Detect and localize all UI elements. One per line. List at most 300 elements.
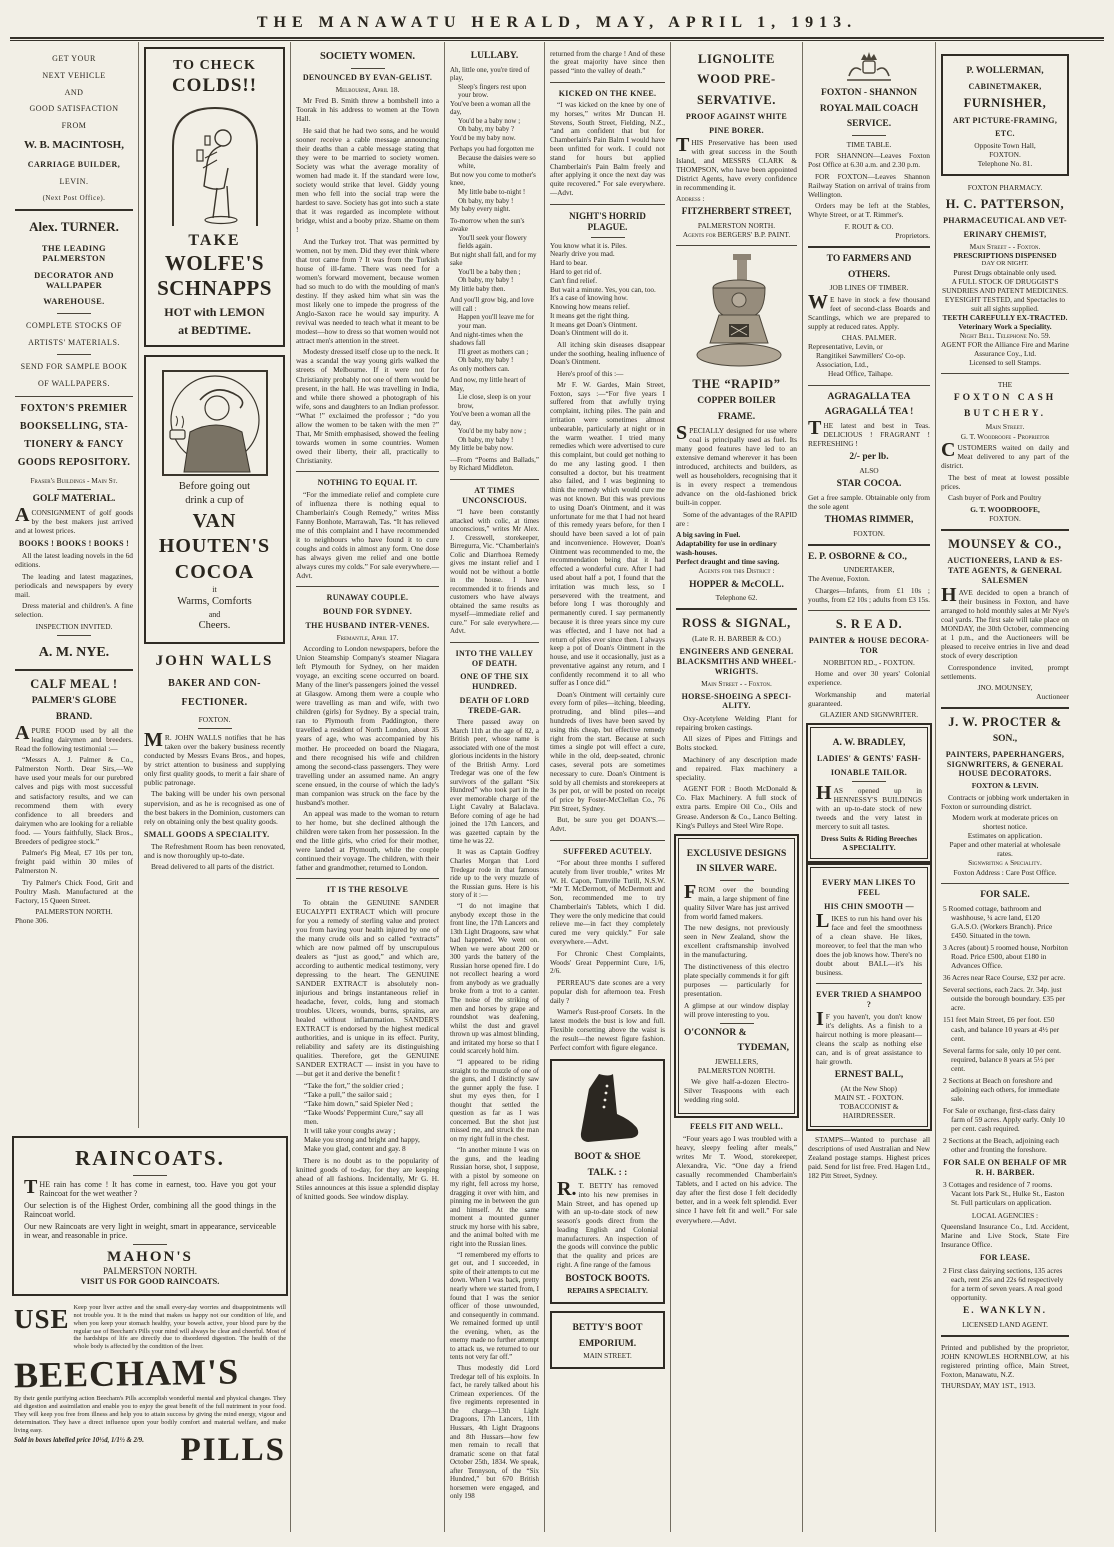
ad-line: PHARMACEUTICAL AND VET- — [943, 216, 1067, 226]
article-paragraph: Thus modestly did Lord Tredegar tell of his exploits. In fact, he rarely talked about his Crimean experiences. Of the five regiments represented in the charge—13th Light Dragoons, 17th Lancers, 11th Hussars, 4th Light Dragoons and 8th Hussars—how few men remain to recall that dramatic scene on that fatal October 25th, 1834. We speak, after Tennyson, of the “Six Hundred,” but 670 British horsemen were engaged, and only 198 — [450, 1364, 539, 1501]
poem-line: My little be baby now. — [450, 444, 514, 453]
ad-line: Representative, Levin, or — [808, 342, 883, 352]
ad-line: DECORATOR AND WALLPAPER — [34, 269, 114, 291]
ad-headline: HIS CHIN SMOOTH — — [824, 901, 914, 911]
advertiser-name: TYDEMAN, — [737, 1043, 789, 1054]
ad-line: PALMERSTON NORTH. — [697, 1065, 776, 1075]
article-headline: AT TIMES UNCONSCIOUS. — [462, 486, 527, 505]
ad-line: Main Street - - Foxton. — [701, 678, 772, 688]
poem-line: Ah, little one, you're tired of play, — [450, 65, 530, 83]
ad-paragraph: APURE FOOD used by all the leading dairymen and breeders. Read the following testimonial :— — [15, 721, 133, 753]
ad-line: INSPECTION INVITED. — [35, 621, 113, 631]
ad-line: TO CHECK — [173, 58, 256, 73]
ad-paragraph: Correspondence invited, prompt settlements. — [941, 662, 1069, 681]
poem-line: You'll be a baby then ; — [458, 267, 521, 276]
ad-headline: EVER TRIED A SHAMPOO ? — [816, 990, 922, 1009]
ad-paragraph: R.T. BETTY has removed into his new premises in Main Street, and has opened up with an up-to-date stock of new season's goods direct from the leading English and Colonial manufacturers. An inspection of the goods will convince the public that the quality and prices are right. A fine range of the famous — [557, 1178, 658, 1270]
ad-line: PALMERSTON NORTH. — [103, 1266, 197, 1276]
ad-headline: NIGHT'S HORRID PLAGUE. — [569, 210, 646, 232]
classified-listing: Several sections, each 2acs. 2r. 34p. just outside the borough boundary. £35 per acre. — [943, 985, 1066, 1013]
article-paragraph: “I appeared to be riding straight to the muzzle of one of the guns, and I distinctly saw the gunner apply the fuse. I shut my eyes then, for I thought that settled the question as far as I was concerned. But the shot just missed me, and struck the man on my right full in the chest. — [450, 1058, 539, 1143]
article-subheadline: DEATH OF LORD TREDE-GAR. — [459, 695, 530, 715]
divider — [720, 880, 754, 881]
divider — [15, 396, 133, 397]
advertiser-name: ROSS & SIGNAL, — [682, 616, 791, 631]
article-paragraph: An appeal was made to the woman to return to her home, but she declined although the children were taken from her possession. In the end the little girls, who cried for their mother, were landed at Plymouth, while the couple continued their voyage. The children, with their father and grandmother, returned to London. — [296, 809, 439, 873]
advertiser-name: P. WOLLERMAN, — [966, 66, 1044, 76]
classified-listing: Queensland Insurance Co., Ltd. Accident, Marine and Live Stock, State Fire Insurance Office. — [941, 1222, 1069, 1250]
article-paragraph: Modesty dressed itself close up to the neck. It was a scandal the way young girls walked the streets of Melbourne. If it were not for Christianity probably not one of them would be present, in the hall. He was travelling in India, and while there showed a photograph of his wife, sons and daughters to an Indian professor. “What !” exclaimed the professor ; “do you allow the women to be taken with the men ?” That, Mr Smith emphasised, showed the feeling towards women in some countries. Women owed their liberty, their all, practically to Christianity. — [296, 347, 439, 465]
column-1 — [10, 42, 138, 1128]
article-headline: INTO THE VALLEY OF DEATH. — [455, 648, 534, 668]
ad-line: Rangitikei Sawmillers' Co-op. — [816, 351, 906, 361]
ad-paragraph: All the latest leading novels in the 6d editions. — [15, 551, 133, 570]
ad-line: TEETH CAREFULLY EX-TRACTED. — [942, 313, 1068, 323]
article-subheadline: BOUND FOR SYDNEY. — [322, 607, 413, 617]
divider — [15, 669, 133, 671]
ad-line: Head Office, Taihape. — [828, 369, 893, 379]
ad-paragraph: Get a free sample. Obtainable only from the sole agent — [808, 492, 930, 511]
bradley-tailor-ad — [810, 727, 928, 859]
ad-word-use: USE — [14, 1304, 70, 1334]
brand-name: SCHNAPPS — [157, 276, 272, 301]
ad-line: Address : — [676, 194, 705, 204]
ad-headline: EXCLUSIVE DESIGNS — [686, 848, 787, 859]
ad-headline: ROYAL MAIL COACH — [819, 103, 919, 114]
classified-listing: 3 Cottages and residence of 7 rooms. Vacant lots Park St., Hulke St., Easton St. Full particulars on application. — [943, 1180, 1065, 1208]
advertiser-name: Alex. TURNER. — [29, 219, 119, 235]
ad-line: Paper and other material at wholesale rates. — [949, 840, 1061, 859]
ad-paragraph: But, be sure you get DOAN'S.—Advt. — [550, 816, 665, 833]
divider — [852, 135, 886, 136]
advertiser-name: MOUNSEY & CO., — [948, 536, 1062, 551]
ad-paragraph: All sizes of Pipes and Fittings and Bolts stocked. — [676, 734, 797, 753]
left-zone — [10, 42, 290, 1532]
ad-line: HORSE-SHOEING A SPECI-ALITY. — [681, 691, 792, 711]
ad-paragraph: The distinctiveness of this electro plate specially commends it for gift purposes — particularly for presentation. — [684, 961, 789, 999]
brand-name: COCOA — [174, 560, 255, 583]
poem-line: You've been a woman all the day, — [450, 410, 531, 427]
brand-name: HOUTEN'S — [158, 535, 271, 558]
poem-line: My little baby then. — [450, 284, 506, 293]
divider — [296, 586, 439, 587]
article-paragraph: Mr Fred B. Smith threw a bombshell into a Toorak in his address to women at the Town Hall. — [296, 96, 439, 124]
ad-paragraph: Mr F. W. Gardes, Main Street, Foxton, says :—“For five years I suffered from that awfully trying complaint, itching piles. The pain and irritation were sometimes almost unbearable, particularly at night or in the warm weather. I tried many remedies which were advertised to cure this complaint, but could get nothing to do me any lasting good. I then consulted a doctor, but his treatment also failed, and I was beginning to think the remedy which would cure me was not known. But this was previous to using Doan's Ointment, and it was unfortunate for me that I had not heard of this remedy years before, for then I should have been saved a lot of pain and inconvenience. However, Doan's Ointment was recommended to me, the recommendation being that it had effected a wonderful cure. After I had used about half a pot, I found that the irritation was much less, so I persevered with the treatment, and before long I was thoroughly and permanently cured. I say permanently because it is three years since my cure was effected, and I have not had a return of piles ever since then. I always keep a pot of Doan's Ointment in the house, and use it occasionally, just as a preventative against any return, and I confidently recommend it to all who suffer as I once did.” — [550, 380, 665, 688]
ad-bullet: A big saving in Fuel. — [676, 530, 741, 540]
poem-line: Sleep's fingers rest upon your brow. — [458, 82, 527, 100]
copper-boiler-illustration — [676, 252, 797, 372]
ad-paragraph: LIKES to run his hand over his face and feel the smoothness of a clean shave. He likes, moreover, to feel that the man who does the job knows how. There's no doubt about BALL—it's his business. — [816, 909, 922, 977]
betty-boot-ad — [550, 1059, 665, 1304]
ad-paragraph: Charges—Infants, from £1 10s ; youths, from £2 10s ; adults from £3 15s. — [808, 585, 930, 604]
ad-paragraph: FOR SHANNON—Leaves Foxton Post Office at 6.30 a.m. and 2.30 p.m. — [808, 151, 930, 170]
beechams-pills-ad — [10, 1302, 290, 1471]
ad-heading: GOLF MATERIAL. — [32, 493, 116, 504]
ad-line: Agents for this District : — [698, 566, 775, 576]
poem-credit: —From “Poems and Ballads,” by Richard Middleton. — [450, 455, 539, 473]
cocoa-woman-illustration — [150, 368, 279, 478]
ad-line: FITZHERBERT STREET, — [681, 207, 792, 218]
classified-listing: 151 feet Main Street, £6 per foot. £50 cash, and balance 10 years at 4½ per cent. — [943, 1015, 1060, 1043]
poem-line: But night shall fall, and for my sake — [450, 250, 537, 268]
poem-line: You'd be a baby now ; — [458, 116, 521, 125]
ad-line: FOXTON. — [989, 513, 1021, 523]
ad-paragraph: THE latest and best in Teas. DELICIOUS ! FRAGRANT ! REFRESHING ! — [808, 417, 930, 449]
brand-name: BEECHAM'S — [13, 1351, 240, 1396]
ad-line: ARTISTS' MATERIALS. — [28, 337, 120, 347]
ad-paragraph: Doan's Ointment will certainly cure every form of piles—itching, bleeding, protruding, and blind piles—and hundreds of lives have been saved by using this cheap, but effective remedy right from the start. Because at such times a single pot will effect a cure, while in the old, deep-seated, chronic cases, several pots are sometimes necessary to cure. Doan's Ointment is sold by all chemists and storekeepers at 3s per pot, or will be posted on receipt of price by Foster-McClellan Co., 76 Pitt Street, Sydney. — [550, 690, 665, 813]
advertiser-name: EMPORIUM. — [578, 1338, 637, 1349]
ad-headline: COPPER BOILER — [697, 396, 776, 407]
verse-line: “Take him down,” said Spieler Ned ; — [304, 1098, 413, 1108]
advertiser-name: ERNEST BALL, — [834, 1070, 904, 1081]
divider — [720, 1023, 754, 1024]
article-paragraph: “Four years ago I was troubled with a heavy, sleepy feeling after meals,” writes Mr T. Wood, storekeeper, Alexandra, Vic. “One day a friend casually recommended Chamberlain's Tablets, and I acted on his advice. The day after the first dose I felt decidedly better, and in a week felt splendid. Ever since I have felt fit and well.” For sale everywhere.—Advt. — [676, 1134, 797, 1225]
ad-line: PRESCRIPTIONS DISPENSED — [953, 250, 1057, 260]
ad-paragraph: AGENT FOR : Booth McDonald & Co. Flax Machinery. A full stock of extra parts. Empire Oil Co., Oils and Grease. Anderson & Co., Lanco Belting. King's Pulleys and Steel Wire Rope. — [676, 784, 797, 830]
ad-line: ALSO — [859, 465, 879, 475]
ad-line: it — [212, 585, 217, 594]
ad-line: ERINARY CHEMIST, — [963, 230, 1047, 240]
ad-paragraph: CUSTOMERS waited on daily and Meat delivered to any part of the district. — [941, 439, 1069, 471]
ad-line: BOOKSELLING, STA- — [19, 421, 129, 433]
article-paragraph: “For about three months I suffered acutely from liver trouble,” writes Mr W. H. Capon, Tumville Turill, N.S.W. “Mr T. McDermott, of McDermott and Son, recommended me to try Chamberlain's Tablets, which I did. They were the only medicine that could relieve me—in fact they completely cured me very quickly.” For sale everywhere.—Advt. — [550, 858, 665, 946]
divider — [351, 68, 385, 69]
ad-paragraph: Try Palmer's Chick Food, Grit and Poultry Mash. Manufactured at the Factory, 15 Queen Street. — [15, 877, 133, 905]
ad-paragraph: Our selection is of the Highest Order, combining all the good things in the Raincoat world. — [24, 1201, 276, 1219]
advertiser-name: JNO. MOUNSEY, — [977, 683, 1033, 693]
ad-line: Nearly drive you mad. — [550, 250, 615, 259]
brand-name: STAR COCOA. — [836, 478, 902, 489]
ad-line: LADIES' & GENTS' FASH- — [816, 753, 922, 763]
divider — [808, 610, 930, 611]
divider — [198, 728, 232, 729]
ad-heading: IT IS THE RESOLVE — [326, 885, 409, 895]
classified-heading: FOR SALE. — [980, 889, 1030, 900]
ad-heading: CALF MEAL ! — [30, 676, 118, 691]
ad-line: NORBITON RD., - FOXTON. — [823, 657, 915, 667]
ad-line: IONABLE TAILOR. — [830, 767, 908, 777]
ad-heading: BOOT & SHOE — [574, 1152, 641, 1163]
ad-line: JEWELLERS, — [714, 1056, 759, 1066]
ad-line: FOXTON. — [853, 528, 885, 538]
ad-line: THE LEADING PALMERSTON — [41, 243, 107, 264]
ad-line: ART PICTURE-FRAMING, — [952, 115, 1058, 125]
advertiser-name: H. C. PATTERSON, — [945, 197, 1065, 212]
ad-heading: FOXTON PHARMACY. — [967, 183, 1043, 193]
divider — [550, 82, 665, 83]
advertiser-name: HOPPER & McCOLL. — [689, 579, 784, 590]
advertiser-name: E. WANKLYN. — [962, 1306, 1048, 1316]
ad-headline: THE “RAPID” — [692, 377, 781, 392]
poem-line: And you'll grow big, and love will call : — [450, 296, 534, 313]
ad-bullet: Perfect draught and time saving. — [676, 557, 780, 567]
divider — [296, 878, 439, 879]
ad-headline: LIGNOLITE — [698, 52, 775, 66]
ad-paragraph: WE have in stock a few thousand feet of second-class Boards and Scantlings, which we are prepared to supply at reduced rates. Apply. — [808, 290, 930, 331]
divider — [941, 529, 1069, 531]
article-paragraph: It was as Captain Godfrey Charles Morgan that Lord Tredegar rode in that famous ride up to the very muzzle of the Russian guns. Here is his story of it :— — [450, 848, 539, 900]
price-line: Sold in boxes labelled price 10½d, 1/1½ & 2/9. — [14, 1437, 144, 1445]
ad-line: TAKE — [188, 232, 241, 250]
ad-line: WAREHOUSE. — [43, 296, 105, 307]
divider — [816, 983, 922, 984]
price-line: 2/- per lb. — [849, 452, 889, 463]
poem-line: Perhaps you had forgotten me — [450, 145, 534, 154]
divider — [550, 204, 665, 205]
article-paragraph: “For the immediate relief and complete cure of influenza there is nothing equal to Chamberlain's Cough Remedy,” writes Miss Fanny Bonhote, Marrawah, Tas. “It has relieved me of this complaint and I have recommended it to neighbours who have found it to cure coughs and colds in almost any form. One dose has always given me relief and one bottle always cures my colds.” For sale everywhere.—Advt. — [296, 490, 439, 581]
ad-headline: AGRAGALLA TEA — [827, 391, 911, 402]
ad-heading: BOOKS ! BOOKS ! BOOKS ! — [18, 538, 130, 548]
poem-line: You'd be my baby now ; — [458, 427, 527, 436]
divider — [550, 840, 665, 841]
ad-paragraph: MR. JOHN WALLS notifies that he has taken over the bakery business recently conducted by Messrs Evans Bros., and hopes, by strict attention to business and supplying only first quality goods, to merit a fair share of public patronage. — [144, 728, 285, 787]
ad-paragraph: The leading and latest magazines, periodicals and newspapers by every mail. — [15, 571, 133, 599]
ernest-ball-ad — [810, 867, 928, 1127]
classified-listing: Several farms for sale, only 10 per cent. required, balance 8 years at 5½ per cent. — [943, 1045, 1062, 1073]
divider — [676, 608, 797, 610]
poem-line: Oh baby, my baby ! — [458, 435, 514, 444]
classified-heading: FOR SALE ON BEHALF OF MR R. H. BARBER. — [943, 1157, 1067, 1177]
article-paragraph: And the Turkey trot. That was permitted by women, not by men. Did they ever think where that trot came from ? It was from the Turkish house of ill-fame. There was need for a women's forward movement, because women had so much to do with the moulding of man's destiny. If they asked him what sin was the most likely one to impede the progress of the Anglo-Saxon race he would say impurity. A revival was needed to teach what it meant to be modest—how to dress so that women would not attract men's attention in the street. — [296, 236, 439, 345]
masthead-title: THE MANAWATU HERALD, MAY, APRIL 1, 1913. — [256, 14, 858, 31]
ad-line: Foxton Address : Care Post Office. — [953, 867, 1057, 877]
column-8 — [935, 42, 1074, 1532]
column-layout — [10, 42, 1104, 1532]
verse-line: “Take Woods' Peppermint Cure,” say all men. — [304, 1107, 424, 1126]
ad-line: Main Street - - Foxton. — [969, 241, 1041, 251]
ad-line: SEND FOR SAMPLE BOOK — [20, 362, 128, 372]
ad-line: Auctioneer — [1036, 692, 1069, 702]
column-4 — [444, 42, 544, 1532]
ad-line: FROM — [61, 121, 87, 130]
ad-line: Main Street. — [985, 422, 1025, 432]
ad-line: FOXTON & LEVIN. — [971, 781, 1039, 791]
ad-paragraph: We give half-a-dozen Electro-Silver Teaspoons with each wedding ring sold. — [684, 1077, 789, 1105]
ad-headline: OTHERS. — [848, 269, 890, 280]
ad-line: MAIN STREET. — [583, 1352, 632, 1361]
brand-name: BOSTOCK BOOTS. — [565, 1273, 650, 1284]
wollerman-ad — [941, 54, 1069, 176]
ad-line: The Avenue, Foxton. — [808, 574, 870, 584]
ad-line: Can't find relief. — [550, 276, 597, 285]
poem-line: Because the daisies were so white, — [458, 153, 536, 171]
phone-line: Telephone 62. — [715, 593, 758, 603]
imprint-date: THURSDAY, MAY 1ST., 1913. — [941, 1381, 1036, 1391]
ad-line: FECTIONER. — [181, 696, 248, 708]
ad-line: BAKER AND CON- — [168, 678, 261, 690]
poem-line: Lie close, sleep is on your brow, — [458, 393, 532, 410]
brand-name: WOLFE'S — [164, 250, 265, 275]
ad-paragraph: Bread delivered to all parts of the district. — [151, 862, 275, 872]
divider — [808, 246, 930, 248]
article-headline: RUNAWAY COUPLE. — [326, 593, 409, 603]
ad-paragraph: IF you haven't, you don't know it's delights. As a finish to a haircut nothing is more pleasant—cleans the scalp as nothing else can, and is of great assistance to hair growth. — [816, 1008, 922, 1067]
ad-headline: FRAME. — [717, 411, 756, 422]
ad-line: (Late R. H. BARBER & CO.) — [692, 634, 781, 644]
divider — [57, 313, 91, 314]
ad-line: HOT with LEMON — [164, 304, 265, 319]
van-houtens-cocoa-ad — [144, 355, 285, 644]
divider — [941, 373, 1069, 374]
ad-line: PAINTERS, PAPERHANGERS, SIGNWRITERS, & GENERAL HOUSE DECORATORS. — [945, 749, 1065, 779]
poem-line: Oh baby, my baby ! — [458, 196, 514, 205]
ad-line: It means get Doan's Ointment. — [550, 320, 638, 329]
divider — [57, 489, 91, 490]
verse-line: It will take your coughs away ; — [304, 1125, 396, 1135]
ad-paragraph: By their gentle purifying action Beecham's Pills accomplish wonderful mental and physical changes. They aid digestion and assimilation and enable you to enjoy the great benefit of the full nutriment in your food. They will keep you free from illness and help you to attain success by giving the mind energy, vigour and determination. They have a direct influence upon your bodily comfort and material welfare, and make living easy. — [14, 1395, 286, 1434]
ad-line: Hard to get rid of. — [550, 267, 602, 276]
ad-line: OF WALLPAPERS. — [38, 379, 110, 389]
ad-heading: BRAND. — [55, 711, 93, 722]
ad-paragraph: Home and over 30 years' Colonial experience. — [808, 669, 930, 688]
ad-heading: TALK. : : — [587, 1167, 628, 1178]
ad-line: GET YOUR — [52, 54, 96, 63]
poem-line: My baby every night. — [450, 205, 511, 214]
article-paragraph: According to London newspapers, before the Union Steamship Company's steamer Niagara left Plymouth for Sydney, on her maiden voyage, an exciting scene occurred on board. Many of the liner's passengers joined the vessel at Glasgow. Among them were a couple who were travelling as man and wife, with two children (girls) for Sydney. By a special train, ran to Plymouth from Paddington, there travelled a resident of North London, about 35 years of age, who was accompanied by his mother. He proceeded on board the Niagara, and there recognised his wife and children among the second-class passengers. They were travelling under an assumed name. An angry scene ensued, in the course of which the lady's man companion was struck on the face by the husband's mother. — [296, 644, 439, 807]
ad-heading: SMALL GOODS A SPECIALITY. — [144, 829, 270, 839]
ad-line: Doan's Ointment will do it. — [550, 329, 629, 338]
article-paragraph: “I remembered my efforts to get out, and I succeeded, in spite of their attempts to cut me down. When I was back, pretty nearly where we started from, I found that I was the senior officer of those unwounded, and consequently in command. We remained formed up until the evening, when, as the enemy made no further attempt to attack us, we returned to our tents not very far off.” — [450, 1250, 539, 1362]
ad-line: and — [208, 609, 221, 619]
divider — [450, 479, 539, 480]
advertiser-name: G. T. WOODROOFE, — [970, 504, 1040, 514]
ad-line: But wait a minute. Yes, you can, too. — [550, 285, 656, 294]
ad-line: GLAZIER AND SIGNWRITER. — [819, 710, 919, 720]
advertiser-name: JOHN WALLS — [155, 653, 274, 670]
ad-paragraph: “Messrs A. J. Palmer & Co., Palmerston North. Dear Sirs,—We have used your meals for our purebred calves and pigs with most successful and satisfactory results, and we can recommend them with every confidence to all breeders and dairymen who are looking for a reliable food. — Yours faithfully, Slack Bros., Breeders of pedigree stock.” — [15, 755, 133, 846]
ad-headline: FOXTON CASH — [953, 393, 1057, 404]
divider — [808, 544, 930, 546]
divider — [941, 1335, 1069, 1337]
ad-paragraph: Workmanship and material guaranteed. — [808, 689, 930, 708]
raincoats-ad — [12, 1136, 288, 1296]
divider — [808, 385, 930, 386]
poem-line: You'll seek your flowery fields again. — [458, 233, 527, 251]
article-headline: NOTHING TO EQUAL IT. — [317, 477, 418, 487]
ad-line: FOXTON. — [989, 150, 1021, 160]
ad-paragraph: All itching skin diseases disappear under the soothing, healing influence of Doan's Ointment. — [550, 340, 665, 367]
ad-line: Veterinary Work a Speciality. — [958, 322, 1052, 332]
ad-heading: PALMER'S GLOBE — [31, 696, 117, 707]
ad-line: Opposite Town Hall, — [974, 141, 1036, 151]
advertiser-name: THOMAS RIMMER, — [824, 515, 914, 526]
poem-line: And now, my little heart of May, — [450, 376, 526, 393]
ad-headline: SERVICE. — [846, 119, 892, 130]
column-7 — [802, 42, 935, 1532]
ad-line: TOBACCONIST & HAIRDRESSER. — [839, 1101, 899, 1120]
ad-line: Dress Suits & Riding Breeches — [820, 834, 918, 843]
ad-line: Estimates on application. — [967, 831, 1043, 841]
ad-line: AUCTIONEERS, LAND & ES-TATE AGENTS, & GENERAL SALESMEN — [947, 556, 1063, 585]
poem-line: But now you come to mother's knee, — [450, 170, 536, 188]
ad-line: Association, Ltd., — [816, 360, 869, 370]
ad-line: PALMERSTON NORTH. — [35, 907, 113, 917]
divider — [450, 642, 539, 643]
poem-line: As only mothers can. — [450, 364, 510, 373]
classified-listing: 3 Acres (about) 5 roomed house, Norbiton Road. Price £500, about £180 in Advances Office. — [943, 943, 1068, 971]
ad-paragraph: The new designs, not previously seen in New Zealand, show the excellent craftsmanship involved in the manufacturing. — [684, 923, 789, 960]
boot-illustration — [557, 1070, 658, 1148]
classified-listing: For Sale or exchange, first-class dairy farm of 59 acres. Apply early. Only 10 per cent. cash required. — [943, 1105, 1065, 1133]
poem-line: Oh baby, my baby ? — [458, 125, 515, 134]
ad-paragraph: The baking will be under his own personal supervision, and as he is recognised as one of the best bakers in the Dominion, customers can rely on obtaining only the best quality goods. — [144, 789, 285, 826]
ad-line: G. T. Woodroofe - Proprietor — [960, 431, 1050, 441]
advertiser-name: O'CONNOR & — [684, 1027, 747, 1038]
bettys-emporium-ad — [550, 1311, 665, 1369]
brand-name: VAN — [192, 509, 237, 532]
classified-heading: FOR LEASE. — [979, 1253, 1031, 1263]
ad-paragraph: Machinery of any description made and repaired. Flax machinery a speciality. — [676, 754, 797, 782]
ad-paragraph: The best of meat at lowest possible prices. — [941, 472, 1069, 491]
ad-paragraph: To obtain the GENUINE SANDER EUCALYPTI EXTRACT which will procure for you a remedy of sterling value and protect you from having your health injured by one of the many crude oils and so called “extracts” which are now palmed off by unscrupulous dealers as “just as good,” and which are, according to authentic medical testimony, very depressing to the heart. The GENUINE SANDER EXTRACT is absolutely non-injurious and brings instantaneous relief in headache, fever, colds, lung and stomach troubles. Ulcers, wounds, burns, sprains, are healed without inflammation. SANDER'S EXTRACT is endorsed by the highest medical authorities, and is unique in its effect. Purity, reliability and safety are its distinguishing qualities. Therefore, get the GENUINE SANDER EXTRACT — insist in you have to—but get it and derive the benefit ! — [296, 897, 439, 1079]
poem-line: And night-times when the shadows fall — [450, 330, 523, 348]
column-3 — [290, 42, 444, 1532]
article-subheadline: THE HUSBAND INTER-VENES. — [305, 620, 430, 630]
article-paragraph: “I do not imagine that anybody except those in the front line, the 17th Lancers and 13th Light Dragoons, saw what had happened. We went on. When we were about 200 or 300 yards the battery of the Russian horse opened fire. I do not recollect hearing a word from anybody as we gradually broke from a trot to a canter. The noise of the striking of men and horses by grape and roundshot was deafening, whilst the dust and gravel thrown up was almost blinding, and irritated my horse so that I could scarcely hold him. — [450, 902, 539, 1056]
ad-line: COMPLETE STOCKS OF — [26, 320, 122, 330]
divider — [57, 635, 91, 636]
divider — [676, 245, 797, 246]
ad-line: TIONERY & FANCY — [24, 439, 124, 451]
poem-line: I'll greet as mothers can ; — [458, 347, 529, 356]
divider — [57, 354, 91, 355]
ad-line: (Next Post Office). — [42, 193, 106, 202]
ad-line: GOODS REPOSITORY. — [17, 457, 131, 469]
ad-line: A SPECIALITY. — [842, 843, 896, 853]
ad-paragraph: Contracts or jobbing work undertaken in Foxton or surrounding district. — [941, 792, 1069, 811]
divider — [133, 1244, 167, 1245]
ad-line: Licensed to sell Stamps. — [969, 358, 1041, 368]
ad-paragraph: Our new Raincoats are very light in weight, smart in appearance, serviceable in wear, and reasonable in price. — [24, 1222, 276, 1240]
article-paragraph: “I have been constantly attacked with colic, at times unconscious,” writes Mr Alex. J. Cresswell, storekeeper, Birregurra, Vic. “Chamberlain's Colic and Diarrhoea Remedy gives me instant relief and I would not be without a bottle in the house. I have recommended it to friends and customers who have always obtained the same results as myself—immediate relief and cure.” For sale everywhere.—Advt. — [450, 508, 539, 636]
ad-line: Agents for BERGERS' B.P. PAINT. — [682, 230, 791, 240]
article-headline: SOCIETY WOMEN. — [319, 51, 416, 62]
article-subheadline: ONE OF THE SIX HUNDRED. — [460, 672, 529, 692]
poem-line: To-morrow when the sun's awake — [450, 216, 525, 234]
divider — [591, 237, 625, 238]
ad-paragraph: SPECIALLY designed for use where coal is principally used as fuel. Its many good features have led to an extensive demand wherever it has been introduced, architects and builders, as well as householders, recognising that it is in every respect a tremendous advance on the old-fashioned brick built-in copper. — [676, 422, 797, 508]
ad-paragraph: Dress material and children's. A fine selection. — [15, 601, 133, 620]
classified-listing: 2 Sections at Beach on foreshore and adjoining each others, for immediate sale. — [943, 1075, 1060, 1103]
poem-line: You'd be my baby now. — [450, 133, 516, 142]
poem-line: Oh baby, my baby ! — [458, 276, 514, 285]
ad-line: Cheers. — [198, 620, 231, 632]
article-paragraph: “I was kicked on the knee by one of my horses,” writes Mr Duncan H. Stevens, South Street, Fielding, N.Z., “and am confident that but for Chamberlain's Pain Balm I would have been unfitted for work. I could not stand for hours but applied Chamberlain's Pain Balm freely and after applying it once the next day was quite recovered.” For sale everywhere.—Advt. — [550, 101, 665, 197]
divider — [15, 209, 133, 211]
advertiser-name: J. W. PROCTER & — [948, 715, 1062, 730]
royal-crest-icon — [808, 50, 930, 84]
ad-headline: AGRAGALLÁ TEA ! — [824, 407, 914, 418]
ad-headline: FOXTON - SHANNON — [821, 88, 917, 98]
ad-headline: WOOD PRE- — [697, 72, 776, 87]
poem-line: Happen you'll leave me for your man. — [458, 313, 534, 330]
ad-line: Fraser's Buildings - Main St. — [30, 475, 118, 485]
ad-line: MAIN ST. - FOXTON. — [834, 1092, 904, 1102]
ad-line: LICENSED LAND AGENT. — [962, 1319, 1048, 1329]
ad-line: ENGINEERS AND GENERAL BLACKSMITHS AND WHEEL-WRIGHTS. — [676, 647, 797, 676]
ad-paragraph: HAVE decided to open a branch of their business in Foxton, and have arranged to hold monthly sales at Mr Nye's coal yards. The first sale will take place on MONDAY, the 30th October, commencing at 1 p.m., and the Auctioneers will be pleased to receive entries in live and dead stock of every description — [941, 583, 1069, 660]
poem-line: Oh baby, my baby ! — [458, 356, 514, 365]
imprint-paragraph: Printed and published by the proprietor, JOHN KNOWLES HORNBLOW, at his registered printing office, Main Street, Foxton, Manawatu, N.Z. — [941, 1342, 1069, 1379]
ad-line: FOXTON. — [198, 714, 231, 724]
ad-line: PALMERSTON NORTH. — [697, 221, 776, 231]
ad-headline: SERVATIVE. — [696, 92, 777, 107]
ad-line: Warms, Comforts — [177, 595, 252, 607]
verse-line: Make you glad, content and gay. 8 — [304, 1144, 406, 1154]
ad-line: Modern work at moderate prices on shortest notice. — [952, 813, 1058, 832]
ad-headline: TO FARMERS AND — [826, 254, 912, 265]
